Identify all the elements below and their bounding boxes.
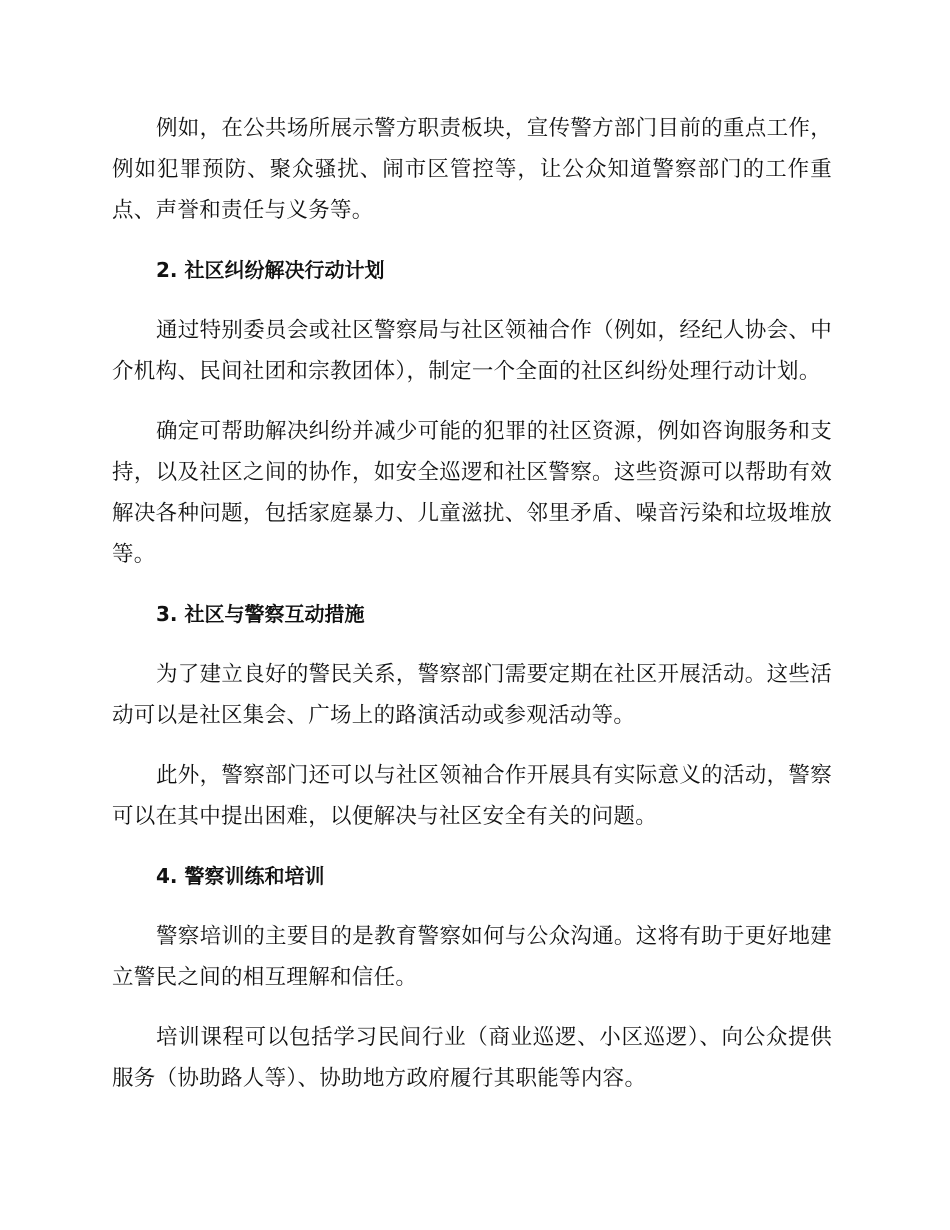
paragraph-leader-cooperation: 此外，警察部门还可以与社区领袖合作开展具有实际意义的活动，警察可以在其中提出困难，以便解决与社区安全有关的问题。	[112, 763, 832, 829]
paragraph-police-duties: 例如，在公共场所展示警方职责板块，宣传警方部门目前的重点工作，例如犯罪预防、聚众骚扰、闹市区管控等，让公众知道警察部门的工作重点、声誉和责任与义务等。	[112, 116, 832, 223]
paragraph-community-resources: 确定可帮助解决纠纷并减少可能的犯罪的社区资源，例如咨询服务和支持，以及社区之间的协作，如安全巡逻和社区警察。这些资源可以帮助有效解决各种问题，包括家庭暴力、儿童滋扰、邻里矛盾、噪音污染和垃圾堆放等。	[112, 419, 832, 567]
section-heading-training: 4. 警察训练和培训	[156, 864, 325, 888]
paragraph-community-activities: 为了建立良好的警民关系，警察部门需要定期在社区开展活动。这些活动可以是社区集会、广场上的路演活动或参观活动等。	[112, 662, 832, 728]
document-page	[112, 108, 832, 1118]
section-heading-dispute-plan: 2. 社区纠纷解决行动计划	[156, 258, 385, 282]
section-heading-interaction: 3. 社区与警察互动措施	[156, 602, 365, 626]
paragraph-training-purpose: 警察培训的主要目的是教育警察如何与公众沟通。这将有助于更好地建立警民之间的相互理解和信任。	[112, 924, 832, 990]
paragraph-training-courses: 培训课程可以包括学习民间行业（商业巡逻、小区巡逻）、向公众提供服务（协助路人等）、协助地方政府履行其职能等内容。	[112, 1025, 832, 1091]
paragraph-dispute-plan: 通过特别委员会或社区警察局与社区领袖合作（例如，经纪人协会、中介机构、民间社团和宗教团体），制定一个全面的社区纠纷处理行动计划。	[112, 318, 832, 384]
